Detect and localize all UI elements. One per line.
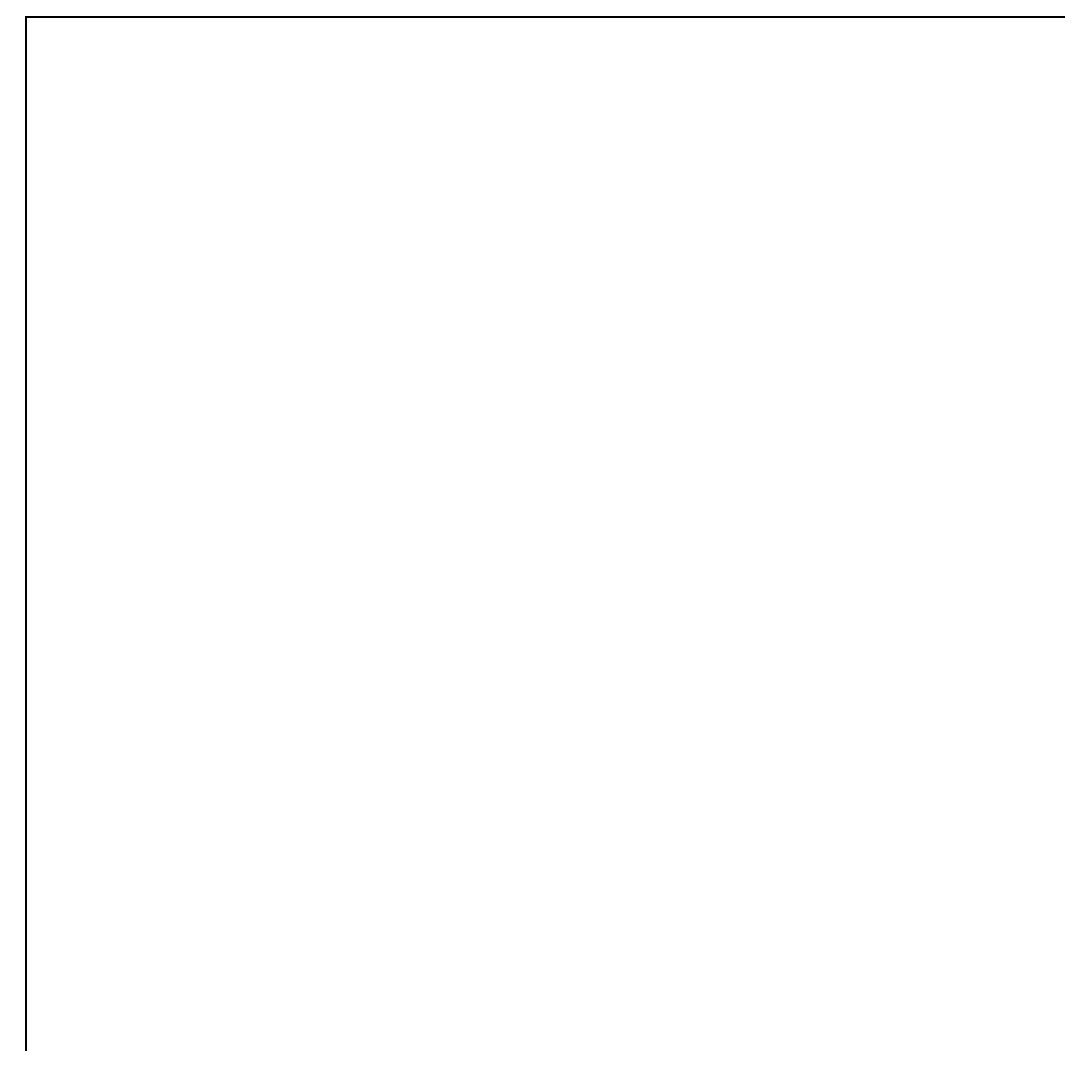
word-search-grid	[25, 16, 1065, 1051]
